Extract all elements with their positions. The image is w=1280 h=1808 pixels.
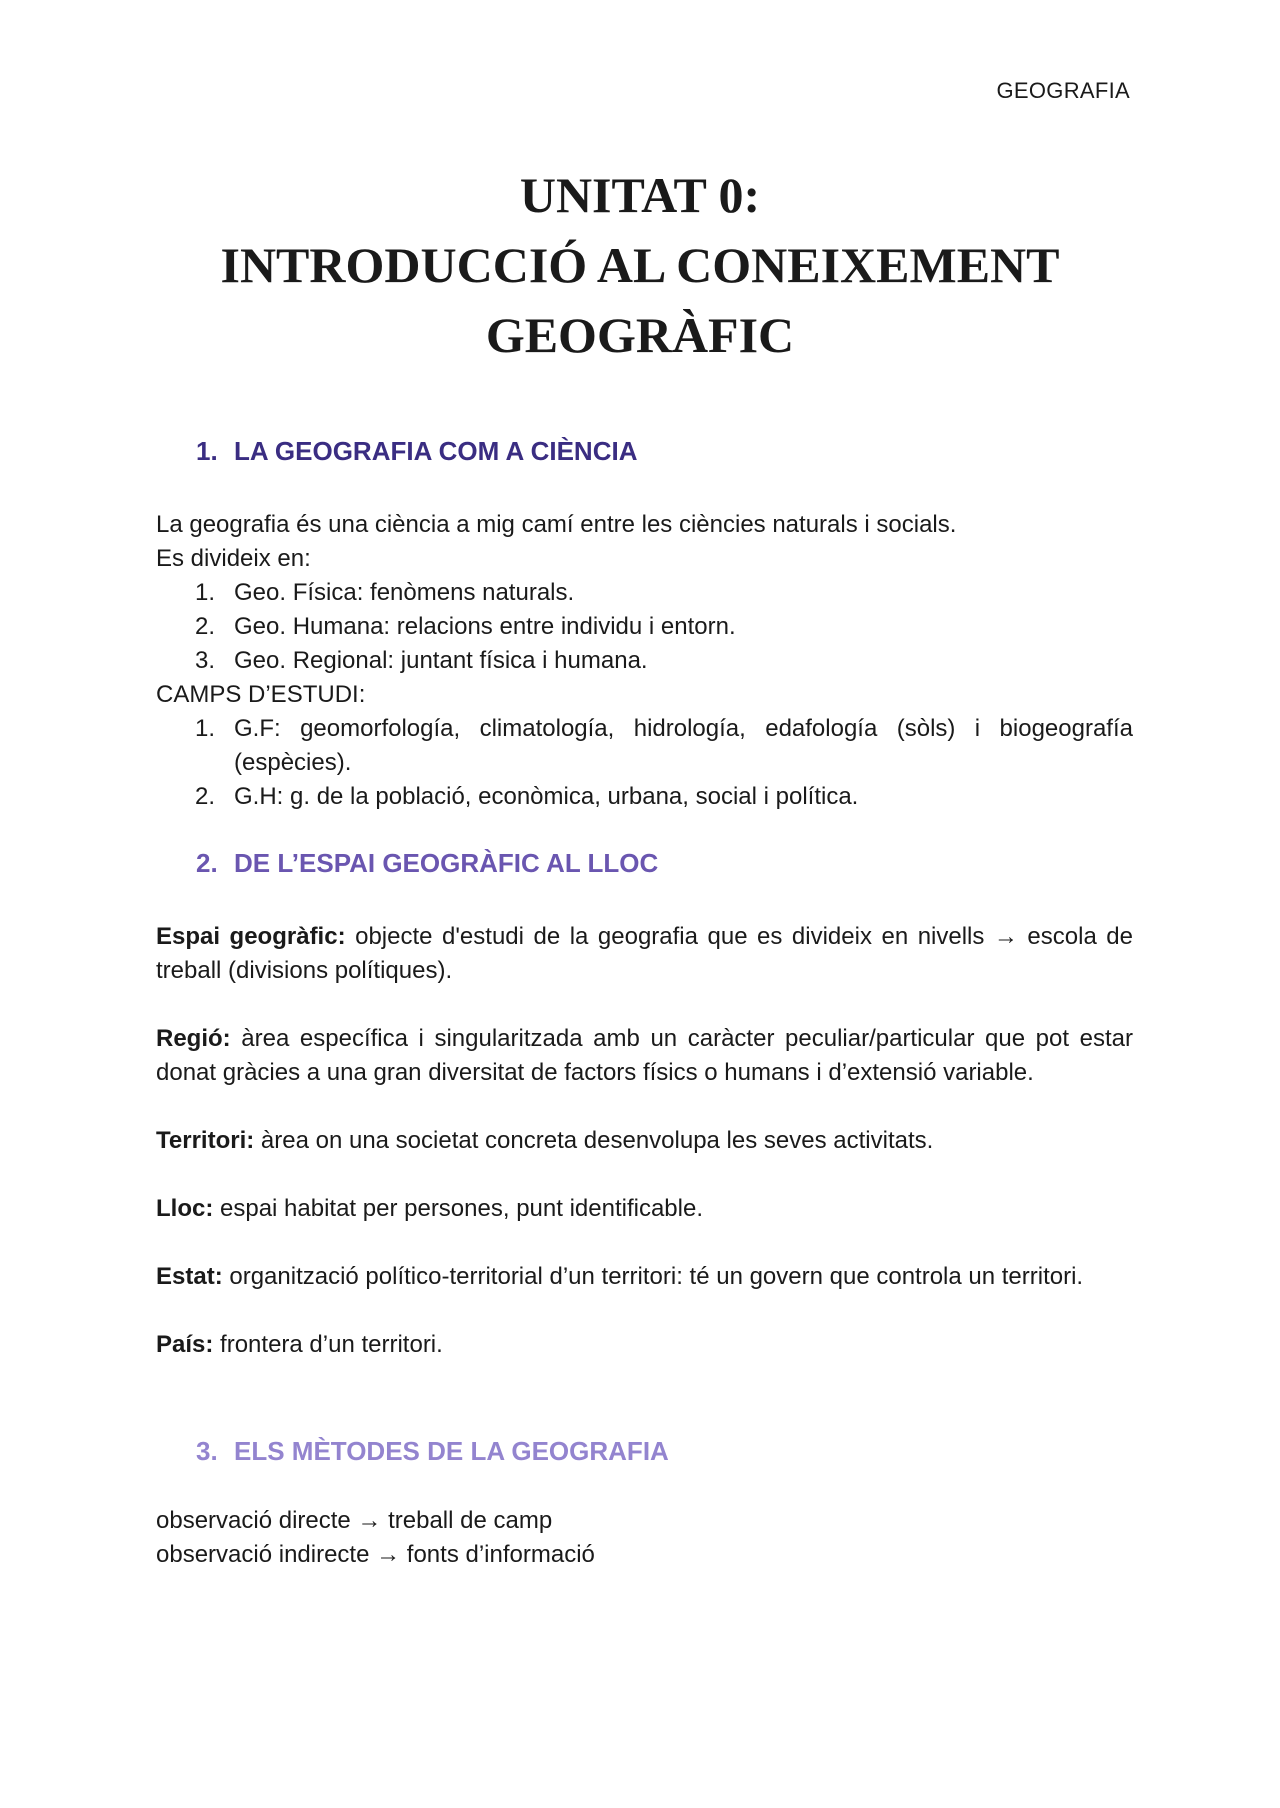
definition-territori: Territori: àrea on una societat concreta desenvolupa les seves activitats. (156, 1127, 934, 1154)
method-line: observació directe → treball de camp (156, 1507, 553, 1534)
list-item: 1. G.F: geomorfología, climatología, hidrología, edafología (sòls) i biogeografía (espècies). (195, 715, 1133, 776)
section-2-heading (156, 844, 1133, 882)
list-item: 2. G.H: g. de la població, econòmica, urbana, social i política. (195, 783, 859, 810)
section-2-title: DE L’ESPAI GEOGRÀFIC AL LLOC (234, 848, 659, 878)
definition-pais: País: frontera d’un territori. (156, 1331, 443, 1358)
list-item: 2. Geo. Humana: relacions entre individu i entorn. (195, 613, 736, 640)
section-1-heading (156, 432, 1133, 470)
section-3-title: ELS MÈTODES DE LA GEOGRAFIA (234, 1436, 669, 1466)
fields-list (156, 712, 1133, 814)
divisions-list (156, 576, 1133, 678)
section-1-intro: La geografia és una ciència a mig camí entre les ciències naturals i socials. (156, 511, 957, 538)
document-body (156, 432, 1133, 1572)
section-3-heading (156, 1432, 1133, 1470)
section-1-title: LA GEOGRAFIA COM A CIÈNCIA (234, 436, 638, 466)
section-1-number: 1. (196, 436, 218, 466)
page-title (0, 160, 1280, 370)
section-3-number: 3. (196, 1436, 218, 1466)
definition-regio: Regió: àrea específica i singularitzada amb un caràcter peculiar/particular que pot estar donat gràcies a una gran diversitat de factors físics o humans i d’extensió variable. (156, 1025, 1133, 1086)
title-line-1: UNITAT 0: (519, 167, 761, 223)
list-item: 1. Geo. Física: fenòmens naturals. (195, 579, 575, 606)
title-line-2: INTRODUCCIÓ AL CONEIXEMENT (220, 237, 1060, 293)
definition-estat: Estat: organització político-territorial d’un territori: té un govern que controla un territori. (156, 1263, 1084, 1290)
divisions-label: Es divideix en: (156, 545, 311, 572)
definition-espai-geografic: Espai geogràfic: objecte d'estudi de la geografia que es divideix en nivells → escola de treball (divisions polítiques). (156, 923, 1134, 984)
list-item: 3. Geo. Regional: juntant física i humana. (195, 647, 648, 674)
fields-label: CAMPS D’ESTUDI: (156, 681, 366, 708)
definition-lloc: Lloc: espai habitat per persones, punt identificable. (156, 1195, 703, 1222)
method-line: observació indirecte → fonts d’informació (156, 1541, 595, 1568)
document-header: GEOGRAFIA (996, 78, 1130, 103)
title-line-3: GEOGRÀFIC (485, 307, 795, 363)
section-2-number: 2. (196, 848, 218, 878)
